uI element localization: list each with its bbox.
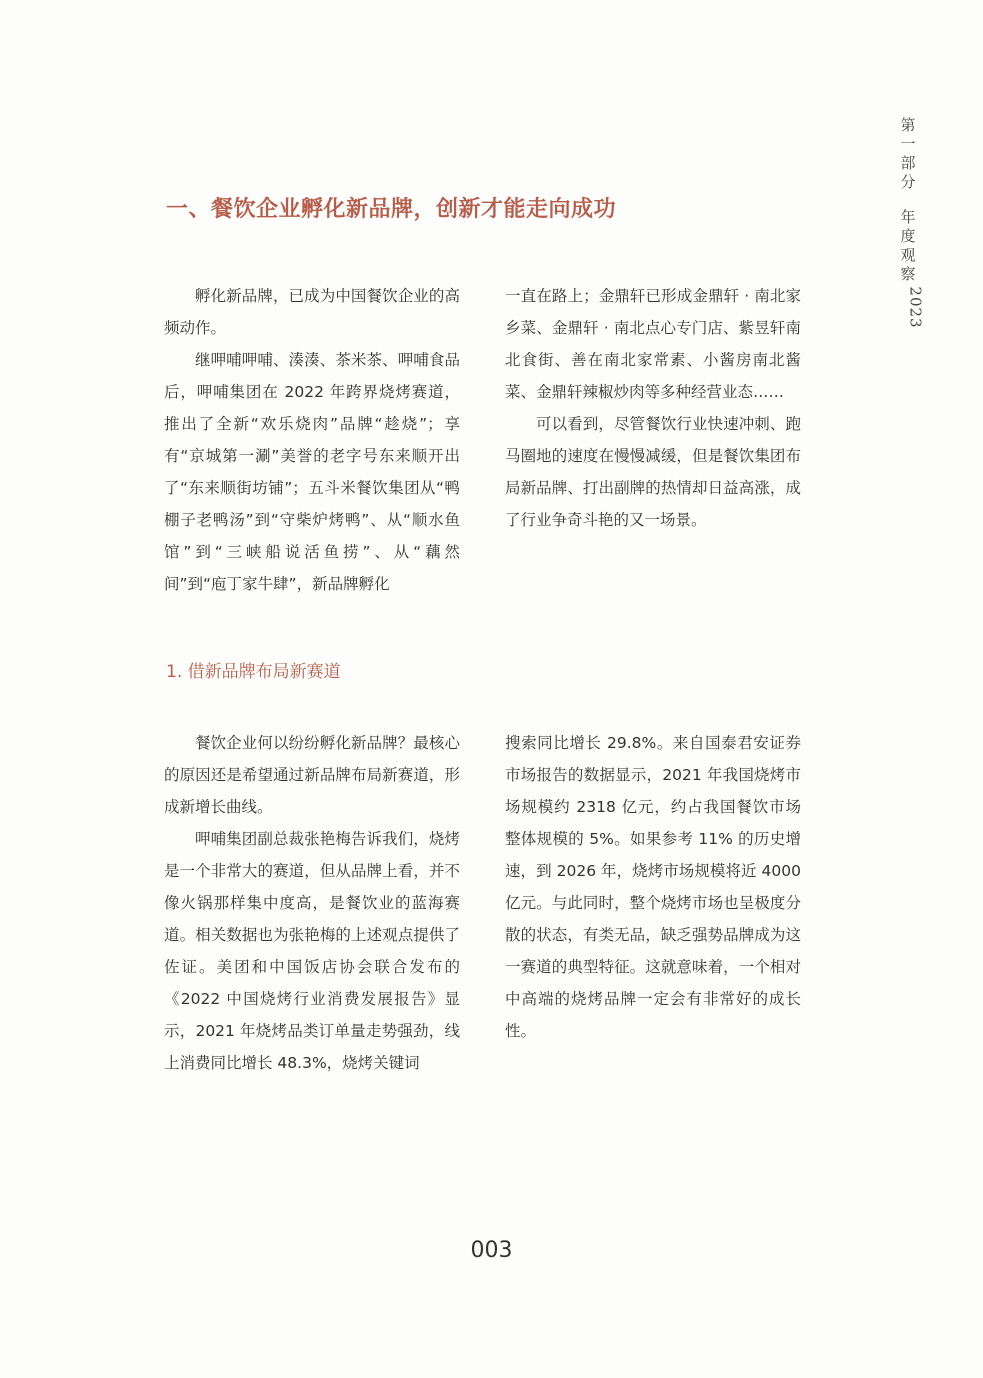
page-number: 003	[470, 1238, 513, 1263]
side-label-part-char: 一	[900, 135, 916, 153]
side-section-label	[894, 116, 925, 329]
subsection-title: 1. 借新品牌布局新赛道	[166, 662, 341, 682]
side-label-part-char: 部	[900, 154, 916, 172]
section2-column-right	[505, 727, 801, 1047]
side-label-part-char: 分	[900, 173, 916, 191]
side-label-part-char: 第	[900, 116, 916, 134]
paragraph: 呷哺集团副总裁张艳梅告诉我们，烧烤是一个非常大的赛道，但从品牌上看，并不像火锅那样集中度高，是餐饮业的蓝海赛道。相关数据也为张艳梅的上述观点提供了佐证。美团和中国饭店协会联合发布的《2022 中国烧烤行业消费发展报告》显示，2021 年烧烤品类订单量走势强劲，线上消费同比增长 48.3%，烧烤关键词	[164, 830, 460, 1072]
side-label-category-char: 年	[900, 208, 916, 226]
side-label-year: 2023	[906, 286, 925, 329]
paragraph: 搜索同比增长 29.8%。来自国泰君安证券市场报告的数据显示，2021 年我国烧烤市场规模约 2318 亿元，约占我国餐饮市场整体规模的 5%。如果参考 11% 的历史增速，到 2026 年，烧烤市场规模将近 4000 亿元。与此同时，整个烧烤市场也呈极度分散的状态，有类无品，缺乏强势品牌成为这一赛道的典型特征。这就意味着，一个相对中高端的烧烤品牌一定会有非常好的成长性。	[505, 734, 801, 1040]
paragraph: 一直在路上；金鼎轩已形成金鼎轩 · 南北家乡菜、金鼎轩 · 南北点心专门店、紫昱轩南北食街、善在南北家常素、小酱房南北酱菜、金鼎轩辣椒炒肉等多种经营业态……	[505, 287, 801, 401]
section1-column-left	[164, 280, 460, 600]
paragraph: 孵化新品牌，已成为中国餐饮企业的高频动作。	[164, 287, 460, 337]
section-title: 一、餐饮企业孵化新品牌，创新才能走向成功	[166, 197, 617, 222]
paragraph: 继呷哺呷哺、湊湊、茶米茶、呷哺食品后，呷哺集团在 2022 年跨界烧烤赛道，推出了全新“欢乐烧肉”品牌“趁烧”；享有“京城第一涮”美誉的老字号东来顺开出了“东来顺街坊铺”；五斗米餐饮集团从“鸭棚子老鸭汤”到“守柴炉烤鸭”、从“顺水鱼馆”到“三峡船说活鱼捞”、从“藕然间”到“庖丁家牛肆”，新品牌孵化	[164, 351, 460, 593]
paragraph: 可以看到，尽管餐饮行业快速冲刺、跑马圈地的速度在慢慢减缓，但是餐饮集团布局新品牌、打出副牌的热情却日益高涨，成了行业争奇斗艳的又一场景。	[505, 415, 801, 529]
side-label-category-char: 度	[900, 227, 916, 245]
side-label-category-char: 察	[900, 265, 916, 283]
side-label-category-char: 观	[900, 246, 916, 264]
paragraph: 餐饮企业何以纷纷孵化新品牌？最核心的原因还是希望通过新品牌布局新赛道，形成新增长曲线。	[164, 734, 460, 816]
section2-column-left	[164, 727, 460, 1079]
section1-column-right	[505, 280, 801, 536]
